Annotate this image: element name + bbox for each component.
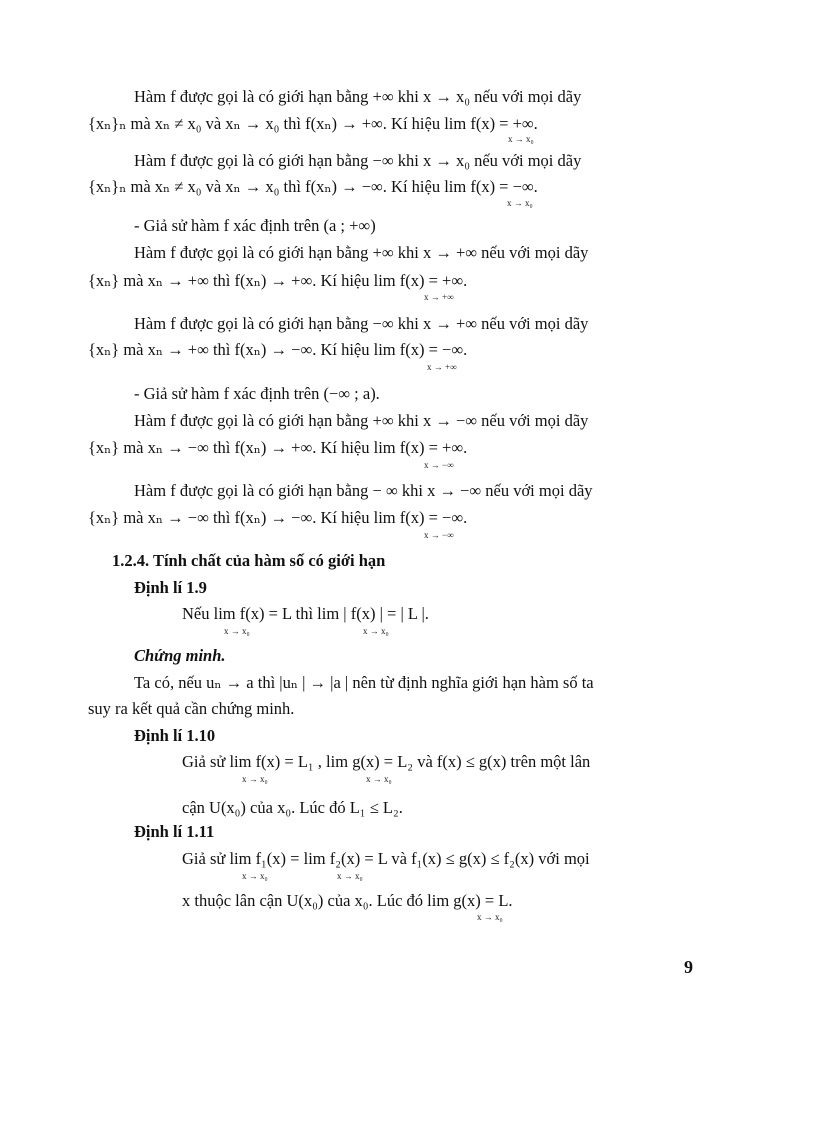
limit-subscript: x → x₀ <box>224 626 250 636</box>
proof-heading: Chứng minh. <box>134 646 226 665</box>
limit-subscript: x → +∞ <box>427 362 457 372</box>
limit-subscript: x → x₀ <box>242 774 268 784</box>
text-line: {xₙ} mà xₙ → +∞ thì f(xₙ) → +∞. Kí hiệu lim f(x) = +∞. <box>88 271 468 290</box>
limit-subscript: x → x₀ <box>363 626 389 636</box>
limit-subscript: x → x₀ <box>508 134 534 144</box>
text-line: x thuộc lân cận U(x₀) của x₀. Lúc đó lim g(x) = L. <box>182 891 513 910</box>
theorem-heading: Định lí 1.10 <box>134 726 216 745</box>
limit-subscript: x → x₀ <box>477 912 503 922</box>
limit-subscript: x → x₀ <box>242 871 268 881</box>
section-heading: 1.2.4. Tính chất của hàm số có giới hạn <box>112 551 386 570</box>
page-number: 9 <box>684 957 693 977</box>
text-line: {xₙ} mà xₙ → +∞ thì f(xₙ) → −∞. Kí hiệu lim f(x) = −∞. <box>88 340 468 359</box>
text-line: cận U(x₀) của x₀. Lúc đó L₁ ≤ L₂. <box>182 798 403 817</box>
limit-subscript: x → x₀ <box>507 198 533 208</box>
text-line: suy ra kết quả cần chứng minh. <box>88 699 295 718</box>
theorem-heading: Định lí 1.11 <box>134 822 215 841</box>
text-line: Nếu lim f(x) = L thì lim | f(x) | = | L |. <box>182 604 429 623</box>
text-line: {xₙ}ₙ mà xₙ ≠ x₀ và xₙ → x₀ thì f(xₙ) → +∞. Kí hiệu lim f(x) = +∞. <box>88 114 538 133</box>
text-line: Ta có, nếu uₙ → a thì |uₙ | → |a | nên từ định nghĩa giới hạn hàm số ta <box>134 673 594 692</box>
text-line: Hàm f được gọi là có giới hạn bằng +∞ khi x → +∞ nếu với mọi dãy <box>134 243 589 262</box>
text-line: Giả sử lim f₁(x) = lim f₂(x) = L và f₁(x) ≤ g(x) ≤ f₂(x) với mọi <box>182 849 590 868</box>
limit-subscript: x → −∞ <box>424 460 454 470</box>
theorem-heading: Định lí 1.9 <box>134 578 207 597</box>
limit-subscript: x → x₀ <box>337 871 363 881</box>
text-line: Hàm f được gọi là có giới hạn bằng +∞ khi x → −∞ nếu với mọi dãy <box>134 411 589 430</box>
text-line: Hàm f được gọi là có giới hạn bằng −∞ khi x → x₀ nếu với mọi dãy <box>134 151 582 170</box>
text-line: Hàm f được gọi là có giới hạn bằng − ∞ khi x → −∞ nếu với mọi dãy <box>134 481 593 500</box>
text-line: - Giả sử hàm f xác định trên (−∞ ; a). <box>134 384 380 403</box>
text-line: {xₙ}ₙ mà xₙ ≠ x₀ và xₙ → x₀ thì f(xₙ) → −∞. Kí hiệu lim f(x) = −∞. <box>88 177 538 196</box>
text-line: - Giả sử hàm f xác định trên (a ; +∞) <box>134 216 376 235</box>
text-line: {xₙ} mà xₙ → −∞ thì f(xₙ) → −∞. Kí hiệu lim f(x) = −∞. <box>88 508 468 527</box>
limit-subscript: x → x₀ <box>366 774 392 784</box>
limit-subscript: x → −∞ <box>424 530 454 540</box>
text-line: Giả sử lim f(x) = L₁ , lim g(x) = L₂ và f(x) ≤ g(x) trên một lân <box>182 752 591 771</box>
text-line: Hàm f được gọi là có giới hạn bằng +∞ khi x → x₀ nếu với mọi dãy <box>134 87 582 106</box>
limit-subscript: x → +∞ <box>424 292 454 302</box>
text-line: Hàm f được gọi là có giới hạn bằng −∞ khi x → +∞ nếu với mọi dãy <box>134 314 589 333</box>
text-line: {xₙ} mà xₙ → −∞ thì f(xₙ) → +∞. Kí hiệu lim f(x) = +∞. <box>88 438 468 457</box>
